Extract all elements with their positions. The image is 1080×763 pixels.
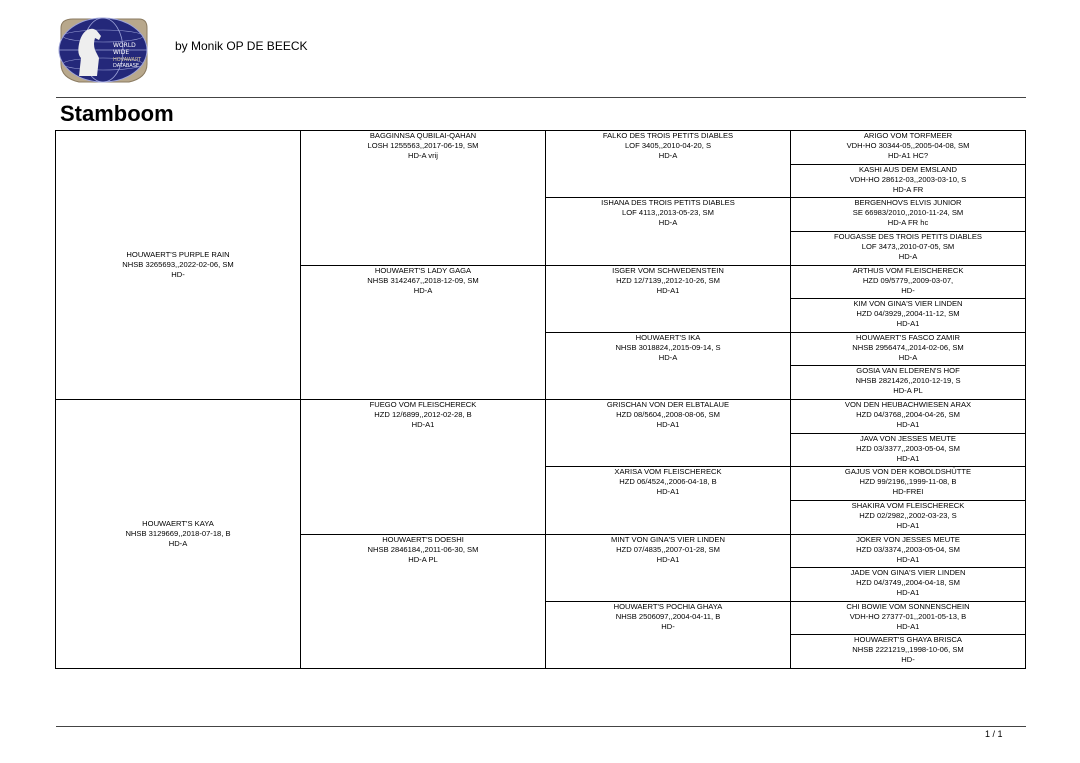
dog-name: FUEGO VOM FLEISCHERECK [369,400,477,409]
dog-hd: HD-A FR [892,184,924,194]
dog-hd: HD-A PL [893,386,923,396]
dog-name: HOUWAERT'S POCHIA GHAYA [613,601,723,611]
dog-reg: HZD 03/3377,,2003-05-04, SM [856,443,960,453]
dog-hd: HD-A1 [411,420,435,429]
dog-cell-gen1 [56,400,301,669]
dog-reg: LOF 3405,,2010-04-20, S [624,141,712,150]
author-byline: by Monik OP DE BEECK [175,39,308,53]
dog-cell-gen3 [546,332,791,399]
dog-cell-gen4 [791,366,1026,400]
dog-hd: HD-A [658,352,678,362]
dog-hd: HD-A1 [896,420,920,429]
dog-reg: NHSB 2221219,,1998-10-06, SM [852,645,964,655]
dog-cell-gen3 [546,534,791,601]
dog-hd: HD-A1 [656,487,680,497]
dog-reg: HZD 03/3374,,2003-05-04, SM [856,544,960,554]
dog-name: BAGGINNSA QUBILAI-QAHAN [369,131,477,140]
dog-name: ISHANA DES TROIS PETITS DIABLES [601,198,735,208]
page-number: 1 / 1 [985,729,1003,739]
dog-cell-gen3 [546,601,791,668]
dog-cell-gen4 [791,601,1026,635]
dog-hd: HD-A [658,218,678,228]
dog-reg: NHSB 3265693,,2022-02-06, SM [122,260,234,269]
dog-name: ARTHUS VOM FLEISCHERECK [852,265,964,275]
dog-reg: VDH-HO 30344-05,,2005-04-08, SM [846,141,970,150]
dog-name: FALKO DES TROIS PETITS DIABLES [602,131,734,140]
dog-reg: NHSB 2846184,,2011-06-30, SM [367,544,479,554]
dog-name: BERGENHOVS ELVIS JUNIOR [854,198,962,208]
dog-reg: HZD 06/4524,,2006-04-18, B [619,477,717,487]
dog-name: HOUWAERT'S GHAYA BRISCA [854,635,962,645]
dog-cell-gen4 [791,500,1026,534]
dog-name: MINT VON GINA'S VIER LINDEN [611,534,725,544]
dog-cell-gen3 [546,400,791,467]
dog-name: KASHI AUS DEM EMSLAND [859,164,957,174]
world-wide-hovawart-database-logo [53,14,153,86]
dog-cell-gen4 [791,568,1026,602]
footer-divider [56,726,1026,727]
dog-reg: VDH-HO 27377-01,,2001-05-13, B [849,611,967,621]
dog-hd: HD-A1 [656,285,680,295]
dog-cell-gen4 [791,467,1026,501]
logo-text-wide: WIDE [113,49,130,56]
logo-text-world: WORLD [113,42,136,49]
dog-cell-gen2 [301,265,546,400]
dog-reg: NHSB 3129669,,2018-07-18, B [125,529,231,538]
dog-hd: HD-A1 [896,453,920,463]
dog-hd: HD- [171,270,185,279]
dog-name: HOUWAERT'S FASCO ZAMIR [856,332,960,342]
dog-name: FOUGASSE DES TROIS PETITS DIABLES [834,231,982,241]
dog-reg: HZD 04/3768,,2004-04-26, SM [856,410,960,419]
dog-hd: HD-A [168,539,188,548]
pedigree-row [56,400,1026,434]
header-divider [56,97,1026,98]
dog-hd: HD-A [898,352,918,362]
dog-hd: HD-A1 [896,520,920,530]
dog-cell-gen4 [791,299,1026,333]
dog-reg: SE 66983/2010,,2010-11-24, SM [852,208,964,218]
dog-hd: HD-FREI [892,487,924,497]
dog-reg: HZD 07/4835,,2007-01-28, SM [616,544,720,554]
dog-hd: HD- [901,285,915,295]
dog-reg: NHSB 2821426,,2010-12-19, S [855,376,961,386]
dog-reg: LOF 3473,,2010-07-05, SM [861,241,955,251]
dog-reg: HZD 08/5604,,2008-08-06, SM [616,410,720,419]
dog-hd: HD-A [658,151,678,160]
dog-hd: HD-A1 [656,554,680,564]
dog-hd: HD-A [413,285,433,295]
dog-name: ISGER VOM SCHWEDENSTEIN [612,265,724,275]
logo-text-database: DATABASE [113,63,140,69]
dog-reg: VDH-HO 28612-03,,2003-03-10, S [849,174,967,184]
dog-name: XARISA VOM FLEISCHERECK [614,467,722,477]
dog-hd: HD-A PL [408,554,438,564]
dog-reg: NHSB 3018824,,2015-09-14, S [615,342,721,352]
dog-name: HOUWAERT'S PURPLE RAIN [126,250,230,259]
dog-name: CHI BOWIE VOM SONNENSCHEIN [846,601,970,611]
dog-cell-gen3 [546,198,791,265]
dog-reg: HZD 99/2196,,1999-11-08, B [859,477,957,487]
dog-name: GAJUS VON DER KOBOLDSHÜTTE [844,467,972,477]
dog-name: HOUWAERT'S LADY GAGA [374,265,472,275]
page-title: Stamboom [60,101,174,126]
dog-name: HOUWAERT'S KAYA [142,519,214,528]
dog-cell-gen4 [791,332,1026,366]
dog-cell-gen4 [791,635,1026,669]
dog-cell-gen4 [791,198,1026,232]
dog-reg: HZD 02/2982,,2002-03-23, S [859,510,957,520]
dog-reg: NHSB 2956474,,2014-02-06, SM [852,342,964,352]
dog-cell-gen2 [301,534,546,669]
dog-cell-gen4 [791,400,1026,434]
dog-cell-gen3 [546,131,791,198]
dog-hd: HD-A1 [896,554,920,564]
dog-cell-gen4 [791,433,1026,467]
dog-hd: HD- [661,621,675,631]
dog-cell-gen4 [791,231,1026,265]
dog-reg: HZD 04/3929,,2004-11-12, SM [856,309,960,319]
logo-text-hovawart: HOVAWART [113,57,142,63]
dog-reg: HZD 12/7139,,2012-10-26, SM [616,275,720,285]
dog-cell-gen2 [301,400,546,535]
dog-hd: HD-A1 HC? [887,151,929,160]
dog-reg: LOSH 1255563,,2017-06-19, SM [367,141,479,150]
dog-hd: HD- [901,655,915,665]
dog-cell-gen3 [546,265,791,332]
dog-hd: HD-A [898,251,918,261]
dog-cell-gen2 [301,131,546,266]
dog-name: HOUWAERT'S DOESHI [382,534,464,544]
dog-name: HOUWAERT'S IKA [635,332,701,342]
pedigree-table [55,130,1026,669]
dog-name: GOSIA VAN ELDEREN'S HOF [856,366,960,376]
dog-reg: HZD 12/6899,,2012-02-28, B [374,410,472,419]
dog-reg: HZD 09/5779,,2009-03-07, [862,275,954,285]
dog-cell-gen4 [791,534,1026,568]
dog-hd: HD-A1 [896,319,920,329]
dog-cell-gen1 [56,131,301,400]
dog-reg: NHSB 2506097,,2004-04-11, B [615,611,721,621]
dog-name: JAVA VON JESSES MEUTE [860,433,956,443]
pedigree-row [56,131,1026,165]
dog-hd: HD-A1 [896,588,920,598]
dog-cell-gen4 [791,131,1026,165]
dog-name: JOKER VON JESSES MEUTE [856,534,960,544]
dog-hd: HD-A FR hc [887,218,929,228]
dog-hd: HD-A1 [896,621,920,631]
dog-name: SHAKIRA VOM FLEISCHERECK [851,500,965,510]
dog-name: ARIGO VOM TORFMEER [863,131,953,140]
dog-cell-gen4 [791,265,1026,299]
dog-name: GRISCHAN VON DER ELBTALAUE [606,400,730,409]
dog-name: JADE VON GINA'S VIER LINDEN [850,568,966,578]
dog-hd: HD-A vrij [408,151,438,160]
dog-cell-gen4 [791,164,1026,198]
dog-reg: NHSB 3142467,,2018-12-09, SM [367,275,479,285]
dog-hd: HD-A1 [656,420,680,429]
dog-cell-gen3 [546,467,791,534]
dog-name: KIM VON GINA'S VIER LINDEN [853,299,963,309]
dog-name: VON DEN HEUBACHWIESEN ARAX [844,400,972,409]
dog-reg: LOF 4113,,2013-05-23, SM [622,208,714,218]
dog-reg: HZD 04/3749,,2004-04-18, SM [856,578,960,588]
